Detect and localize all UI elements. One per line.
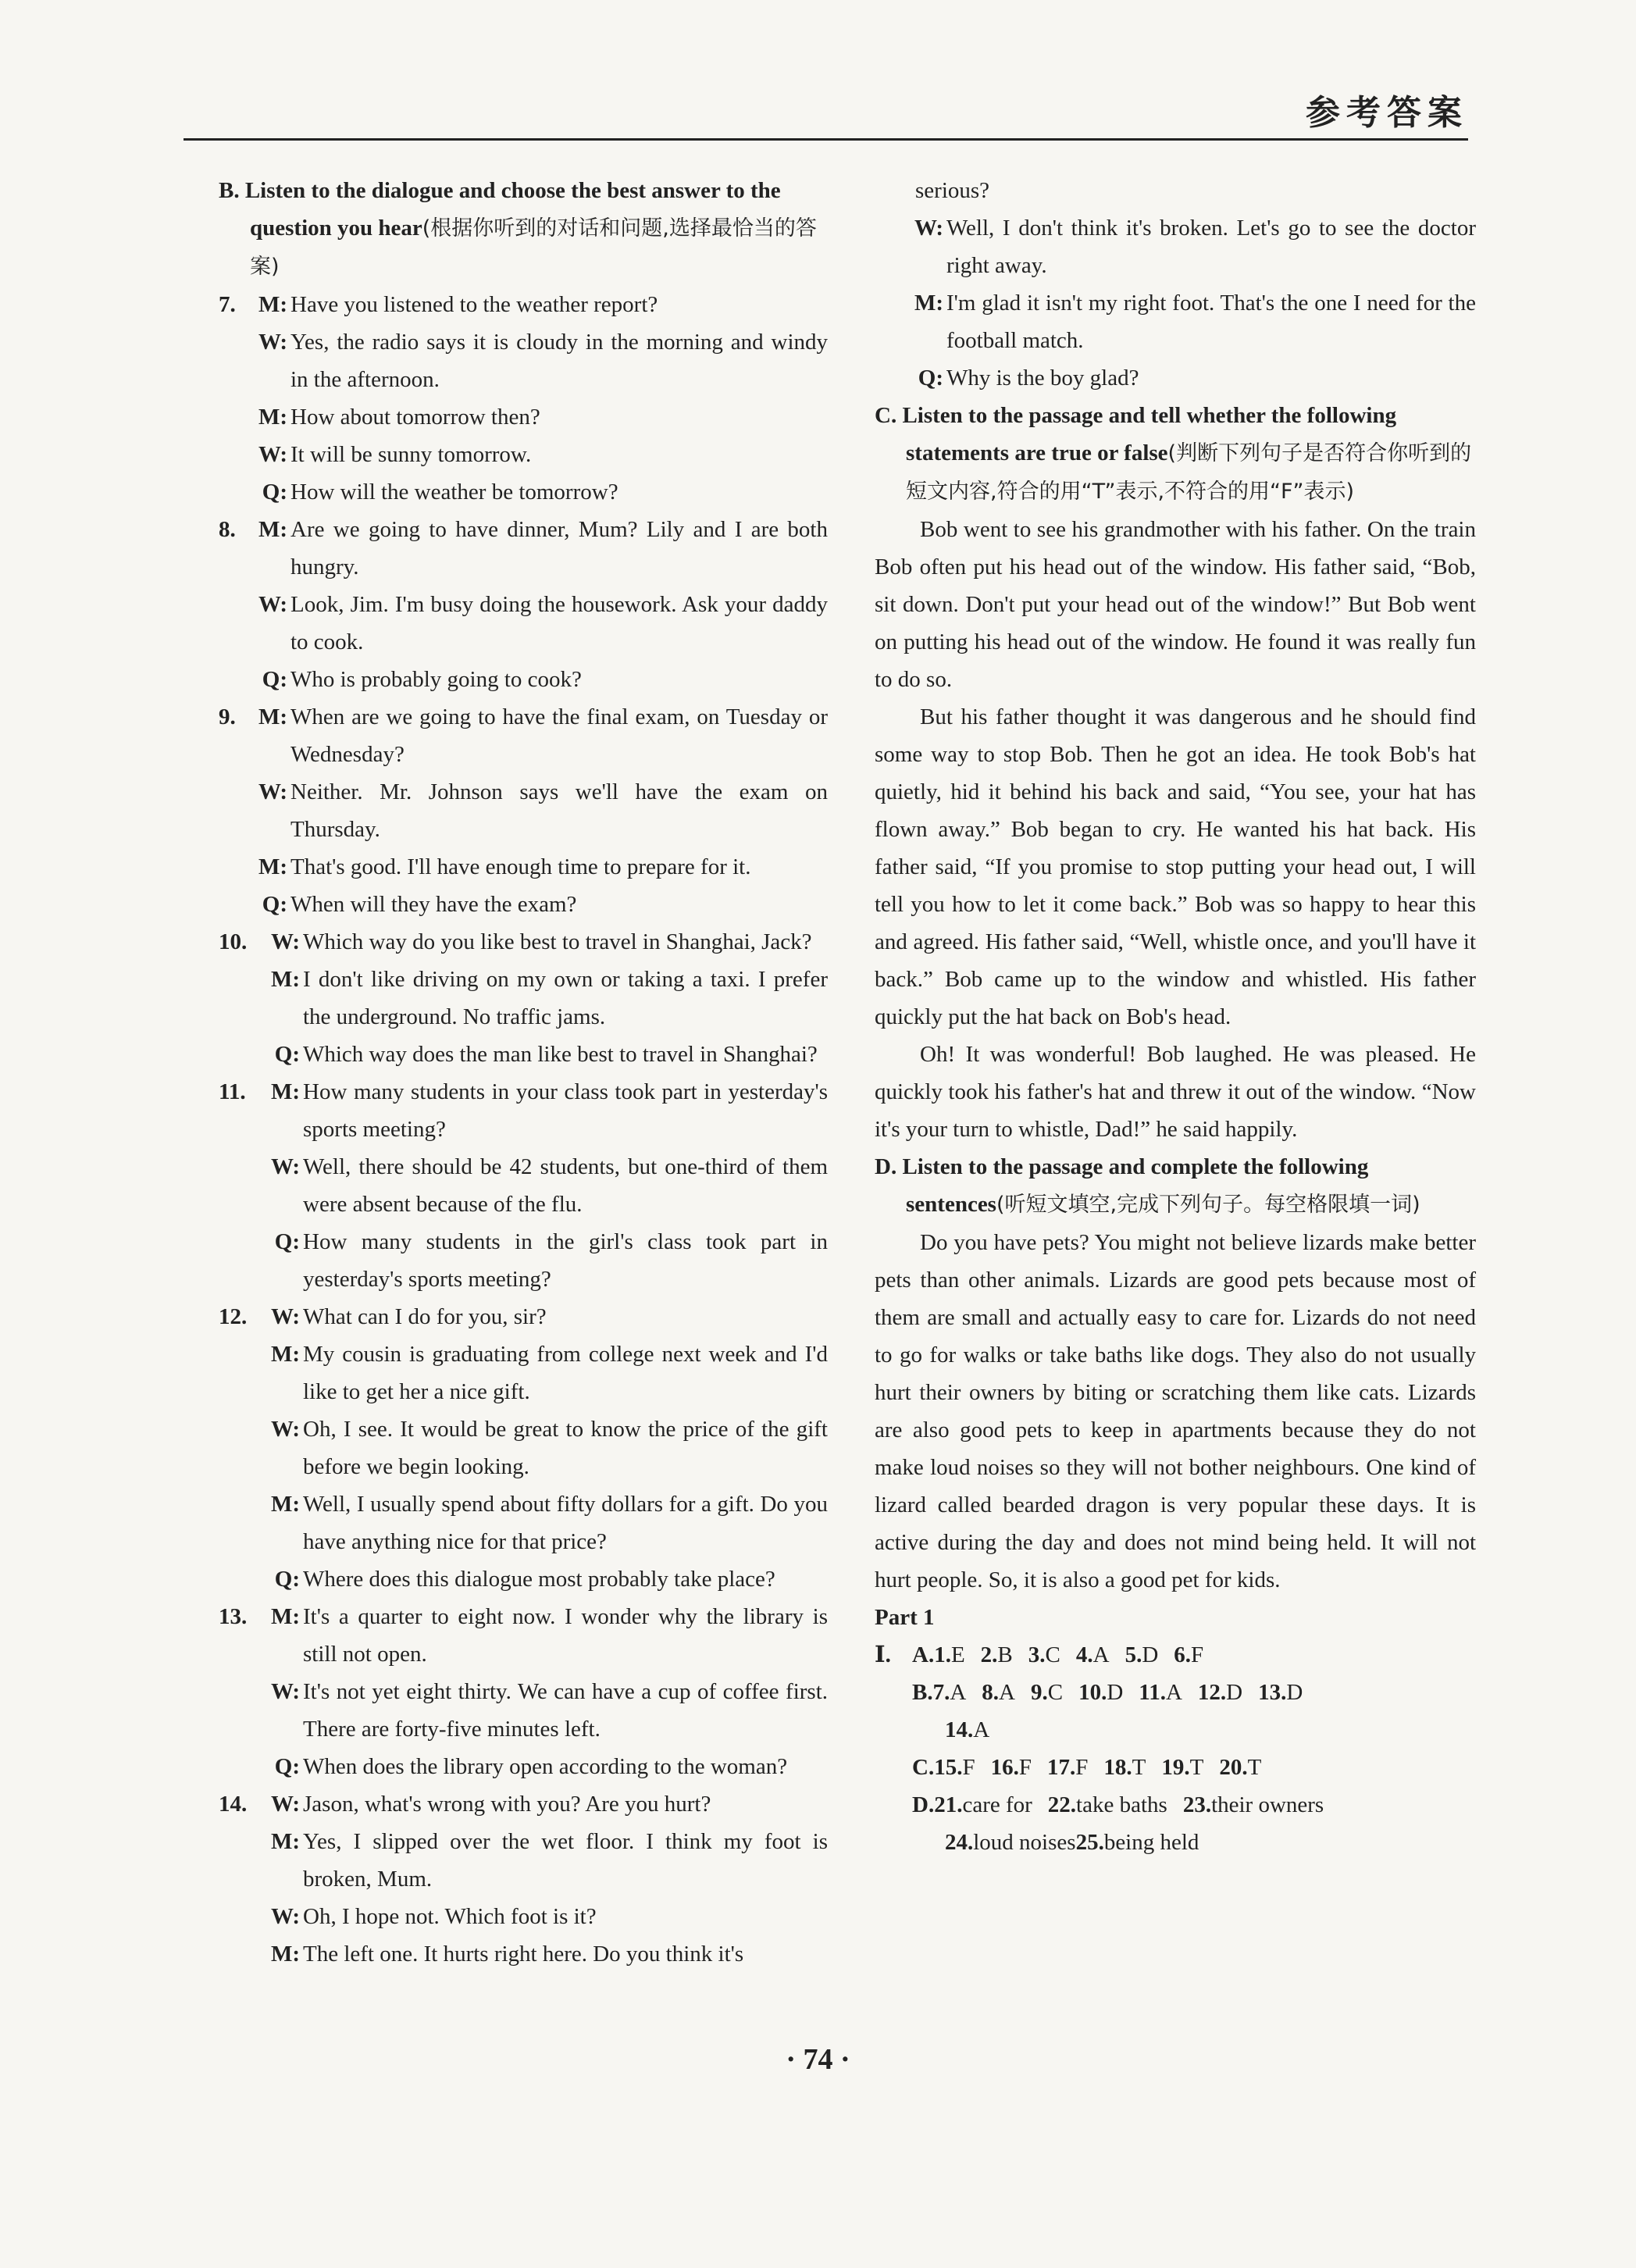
dialogue-text: When are we going to have the final exam, on Tuesday or Wednesday? bbox=[290, 704, 828, 767]
speaker-label: Q: bbox=[274, 1229, 300, 1254]
answer-value: T bbox=[1132, 1755, 1146, 1780]
dialogue-text: What can I do for you, sir? bbox=[303, 1304, 547, 1329]
answer-body bbox=[912, 1786, 1339, 1824]
section-c-title: C. Listen to the passage and tell whether the following statements are true or false bbox=[875, 403, 1397, 465]
answers-part-label: Part 1 bbox=[875, 1605, 935, 1630]
header-title: 参考答案 bbox=[1306, 93, 1468, 133]
answer-value: D bbox=[1226, 1680, 1243, 1705]
dialogue-text: Look, Jim. I'm busy doing the housework. Ask your daddy to cook. bbox=[290, 592, 828, 654]
dialogue-text: The left one. It hurts right here. Do you think it's bbox=[303, 1942, 744, 1967]
answer-number: 5. bbox=[1125, 1642, 1142, 1667]
answer-item bbox=[1139, 1680, 1182, 1705]
dialogue-list-right bbox=[875, 172, 1476, 397]
answer-number: 9. bbox=[1031, 1680, 1048, 1705]
speaker-label: Q: bbox=[262, 480, 287, 505]
answer-value: F bbox=[1018, 1755, 1032, 1780]
answer-value: C bbox=[1047, 1680, 1064, 1705]
dialogue-line bbox=[219, 1598, 828, 1673]
answer-item bbox=[1174, 1642, 1203, 1667]
answer-value: their owners bbox=[1211, 1792, 1324, 1817]
dialogue-text: How many students in your class took part in yesterday's sports meeting? bbox=[303, 1079, 828, 1142]
question-number: 10. bbox=[219, 929, 248, 954]
answer-item bbox=[991, 1755, 1032, 1780]
answer-value: being held bbox=[1103, 1830, 1199, 1855]
page-header bbox=[184, 78, 1468, 141]
question-number: 12. bbox=[219, 1304, 248, 1329]
dialogue-line bbox=[219, 1036, 828, 1073]
section-b-heading bbox=[219, 172, 828, 286]
speaker-label: Q: bbox=[274, 1567, 300, 1592]
dialogue-line bbox=[219, 1410, 828, 1485]
speaker-label: Q: bbox=[918, 366, 943, 390]
dialogue-text: Oh, I see. It would be great to know the price of the gift before we begin looking. bbox=[303, 1417, 828, 1479]
section-c-heading bbox=[875, 397, 1476, 511]
dialogue-text: Yes, I slipped over the wet floor. I think my foot is broken, Mum. bbox=[303, 1829, 828, 1892]
answer-number: 24. bbox=[945, 1830, 974, 1855]
answer-item bbox=[1048, 1792, 1167, 1817]
dialogue-line bbox=[219, 1898, 828, 1935]
answer-value: F bbox=[962, 1755, 975, 1780]
question-number: 14. bbox=[219, 1792, 248, 1817]
speaker-label: M: bbox=[258, 704, 287, 729]
header-rule bbox=[184, 138, 1468, 141]
answer-item bbox=[1031, 1680, 1063, 1705]
dialogue-text: My cousin is graduating from college next week and I'd like to get her a nice gift. bbox=[303, 1342, 828, 1404]
speaker-label: M: bbox=[258, 405, 287, 430]
dialogue-text: I'm glad it isn't my right foot. That's the one I need for the football match. bbox=[946, 291, 1476, 353]
dialogue-line bbox=[219, 923, 828, 961]
answer-number: 11. bbox=[1139, 1680, 1166, 1705]
speaker-label: M: bbox=[270, 1942, 300, 1967]
dialogue-line bbox=[875, 284, 1476, 359]
answer-number: 20. bbox=[1219, 1755, 1248, 1780]
answer-value: A bbox=[950, 1680, 967, 1705]
dialogue-line bbox=[219, 848, 828, 886]
passage-d-paragraph: Do you have pets? You might not believe lizards make better pets than other animals. Lizards are good pets because most of them are small and actually easy to care for. Lizards do not need to go for walks or take baths like dogs. They also do not usually hurt their owners by biting or scratching them like cats. Lizards are also good pets to keep in apartments because they do not make loud noises so they will not bother neighbours. One kind of lizard called bearded dragon is very popular these days. It is active during the day and does not mind being held. It will not hurt people. So, it is also a good pet for kids. bbox=[875, 1230, 1476, 1592]
answer-number: 7. bbox=[932, 1680, 950, 1705]
dialogue-line bbox=[219, 961, 828, 1036]
dialogue-line bbox=[219, 1335, 828, 1410]
question-number: 8. bbox=[219, 517, 236, 542]
answer-number: 23. bbox=[1182, 1792, 1212, 1817]
dialogue-text: Have you listened to the weather report? bbox=[290, 292, 658, 317]
question-number: 9. bbox=[219, 704, 236, 729]
answer-row bbox=[875, 1636, 1476, 1674]
answer-item bbox=[1047, 1755, 1088, 1780]
dialogue-list-left bbox=[219, 286, 828, 1973]
answer-key bbox=[875, 1636, 1476, 1861]
answer-number: 15. bbox=[934, 1755, 963, 1780]
speaker-label: M: bbox=[270, 1492, 300, 1517]
answer-number: 10. bbox=[1078, 1680, 1107, 1705]
dialogue-line bbox=[219, 1673, 828, 1748]
dialogue-line bbox=[219, 1073, 828, 1148]
speaker-label: W: bbox=[270, 1792, 300, 1817]
answer-number: 19. bbox=[1161, 1755, 1190, 1780]
speaker-label: Q: bbox=[274, 1754, 300, 1779]
answer-number: 4. bbox=[1075, 1642, 1093, 1667]
speaker-label: M: bbox=[270, 1079, 300, 1104]
answer-row bbox=[875, 1786, 1476, 1824]
answer-value: D bbox=[1142, 1642, 1159, 1667]
dialogue-text: Well, there should be 42 students, but one-third of them were absent because of the flu. bbox=[303, 1154, 828, 1217]
answer-section-label: B. bbox=[912, 1680, 933, 1705]
dialogue-text: Jason, what's wrong with you? Are you hurt? bbox=[303, 1792, 711, 1817]
answer-roman bbox=[875, 1786, 912, 1824]
dialogue-line bbox=[219, 1148, 828, 1223]
dialogue-line bbox=[219, 436, 828, 473]
dialogue-text: Who is probably going to cook? bbox=[290, 667, 582, 692]
section-d-title-zh: (听短文填空,完成下列句子。每空格限填一词) bbox=[996, 1193, 1420, 1217]
page-number: · 74 · bbox=[786, 2043, 850, 2076]
answer-item bbox=[934, 1792, 1032, 1817]
answer-item bbox=[981, 1642, 1013, 1667]
dialogue-text: When will they have the exam? bbox=[290, 892, 577, 917]
answer-number: 22. bbox=[1047, 1792, 1077, 1817]
question-number: 7. bbox=[219, 292, 236, 317]
dialogue-text: Are we going to have dinner, Mum? Lily and I are both hungry. bbox=[290, 517, 828, 579]
dialogue-line bbox=[219, 1748, 828, 1785]
answer-section-label: C. bbox=[912, 1755, 935, 1780]
answer-value: F bbox=[1075, 1755, 1089, 1780]
dialogue-text: When does the library open according to the woman? bbox=[303, 1754, 788, 1779]
answer-row-continued bbox=[875, 1824, 1476, 1861]
answer-value: care for bbox=[962, 1792, 1032, 1817]
answer-value: T bbox=[1247, 1755, 1262, 1780]
answer-number: 17. bbox=[1046, 1755, 1076, 1780]
answer-number: 18. bbox=[1103, 1755, 1132, 1780]
answer-item bbox=[1103, 1755, 1146, 1780]
answer-item bbox=[1078, 1680, 1123, 1705]
dialogue-line bbox=[219, 1223, 828, 1298]
dialogue-text: Well, I don't think it's broken. Let's go to see the doctor right away. bbox=[946, 216, 1476, 278]
dialogue-text: Why is the boy glad? bbox=[946, 366, 1139, 390]
answer-roman bbox=[875, 1674, 912, 1711]
section-b-title-zh: (根据你听到的对话和问题,选择最恰当的答案) bbox=[250, 216, 817, 279]
answer-number: 21. bbox=[934, 1792, 963, 1817]
left-column bbox=[219, 172, 828, 1973]
answer-item bbox=[1076, 1642, 1110, 1667]
speaker-label: W: bbox=[258, 442, 287, 467]
dialogue-line bbox=[219, 1935, 828, 1973]
dialogue-text: I don't like driving on my own or taking a taxi. I prefer the underground. No traffic jams. bbox=[303, 967, 828, 1029]
dialogue-text: How many students in the girl's class took part in yesterday's sports meeting? bbox=[303, 1229, 828, 1292]
speaker-label: M: bbox=[258, 517, 287, 542]
dialogue-line bbox=[875, 172, 1476, 209]
answer-value: T bbox=[1189, 1755, 1204, 1780]
dialogue-line bbox=[219, 1485, 828, 1560]
dialogue-text: serious? bbox=[915, 178, 990, 203]
answer-number: 16. bbox=[990, 1755, 1019, 1780]
answer-value: D bbox=[1107, 1680, 1124, 1705]
answer-item bbox=[934, 1642, 964, 1667]
answer-body bbox=[912, 1674, 1318, 1711]
answer-item bbox=[1219, 1755, 1261, 1780]
answer-number: 6. bbox=[1174, 1642, 1192, 1667]
answer-value: E bbox=[950, 1642, 965, 1667]
answer-value: F bbox=[1191, 1642, 1204, 1667]
answer-body bbox=[912, 1636, 1219, 1674]
answer-item bbox=[1076, 1830, 1199, 1855]
answer-item bbox=[1028, 1642, 1060, 1667]
passage-c-paragraph: Oh! It was wonderful! Bob laughed. He was pleased. He quickly took his father's hat and threw it out of the window. “Now it's your turn to whistle, Dad!” he said happily. bbox=[875, 1042, 1476, 1142]
answer-value: A bbox=[973, 1717, 990, 1742]
speaker-label: W: bbox=[270, 1154, 300, 1179]
answer-item bbox=[945, 1717, 989, 1742]
answer-row bbox=[875, 1674, 1476, 1711]
dialogue-line bbox=[219, 773, 828, 848]
speaker-label: M: bbox=[914, 291, 943, 316]
speaker-label: Q: bbox=[274, 1042, 300, 1067]
answer-value: D bbox=[1286, 1680, 1303, 1705]
answer-item bbox=[1258, 1680, 1303, 1705]
dialogue-text: Yes, the radio says it is cloudy in the morning and windy in the afternoon. bbox=[290, 330, 828, 392]
dialogue-line bbox=[219, 1560, 828, 1598]
dialogue-line bbox=[875, 209, 1476, 284]
dialogue-text: Which way do you like best to travel in Shanghai, Jack? bbox=[303, 929, 812, 954]
dialogue-line bbox=[219, 1298, 828, 1335]
question-number: 13. bbox=[219, 1604, 248, 1629]
answer-number: 14. bbox=[945, 1717, 974, 1742]
answer-number: 12. bbox=[1197, 1680, 1227, 1705]
answer-item bbox=[934, 1755, 975, 1780]
passage-c-paragraph: Bob went to see his grandmother with his father. On the train Bob often put his head out of the window. His father said, “Bob, sit down. Don't put your head out of the window!” But Bob went on putting his head out of the window. He found it was really fun to do so. bbox=[875, 517, 1476, 692]
answer-value: B bbox=[997, 1642, 1013, 1667]
speaker-label: W: bbox=[270, 929, 300, 954]
answer-item bbox=[945, 1830, 1076, 1855]
answer-roman: Ⅰ. bbox=[875, 1642, 891, 1667]
speaker-label: M: bbox=[270, 1829, 300, 1854]
dialogue-text: It's not yet eight thirty. We can have a cup of coffee first. There are forty-five minutes left. bbox=[303, 1679, 828, 1742]
section-b-title: B. Listen to the dialogue and choose the best answer to the question you hear bbox=[219, 178, 781, 241]
speaker-label: W: bbox=[258, 330, 287, 355]
section-d-title: D. Listen to the passage and complete the following sentences bbox=[875, 1154, 1369, 1217]
dialogue-text: Oh, I hope not. Which foot is it? bbox=[303, 1904, 597, 1929]
dialogue-text: It's a quarter to eight now. I wonder why the library is still not open. bbox=[303, 1604, 828, 1667]
answer-section-label: D. bbox=[912, 1792, 935, 1817]
dialogue-text: Neither. Mr. Johnson says we'll have the exam on Thursday. bbox=[290, 779, 828, 842]
dialogue-line bbox=[219, 586, 828, 661]
answer-item bbox=[1125, 1642, 1159, 1667]
answer-item bbox=[1161, 1755, 1203, 1780]
answer-number: 13. bbox=[1258, 1680, 1287, 1705]
answer-number: 1. bbox=[934, 1642, 951, 1667]
answer-body bbox=[912, 1749, 1277, 1786]
dialogue-text: Where does this dialogue most probably take place? bbox=[303, 1567, 775, 1592]
answer-section-label: A. bbox=[912, 1642, 935, 1667]
dialogue-text: That's good. I'll have enough time to prepare for it. bbox=[290, 854, 751, 879]
speaker-label: Q: bbox=[262, 667, 287, 692]
speaker-label: W: bbox=[270, 1304, 300, 1329]
answer-value: A bbox=[1165, 1680, 1182, 1705]
answer-item bbox=[1183, 1792, 1324, 1817]
section-d-heading bbox=[875, 1148, 1476, 1224]
speaker-label: M: bbox=[270, 967, 300, 992]
speaker-label: Q: bbox=[262, 892, 287, 917]
dialogue-text: How will the weather be tomorrow? bbox=[290, 480, 618, 505]
answer-value: A bbox=[999, 1680, 1015, 1705]
speaker-label: M: bbox=[270, 1342, 300, 1367]
speaker-label: W: bbox=[258, 592, 287, 617]
dialogue-text: Well, I usually spend about fifty dollars for a gift. Do you have anything nice for that price? bbox=[303, 1492, 828, 1554]
answer-number: 8. bbox=[982, 1680, 1000, 1705]
dialogue-text: It will be sunny tomorrow. bbox=[290, 442, 532, 467]
answer-value: A bbox=[1092, 1642, 1110, 1667]
speaker-label: W: bbox=[914, 216, 943, 241]
dialogue-line bbox=[219, 511, 828, 586]
dialogue-line bbox=[875, 359, 1476, 397]
section-c-title-zh: (判断下列句子是否符合你听到的短文内容,符合的用“T”表示,不符合的用“F”表示) bbox=[906, 441, 1472, 504]
dialogue-line bbox=[219, 661, 828, 698]
answer-value: loud noises bbox=[973, 1830, 1076, 1855]
speaker-label: M: bbox=[258, 292, 287, 317]
answer-value: take baths bbox=[1076, 1792, 1167, 1817]
answer-number: 3. bbox=[1028, 1642, 1046, 1667]
speaker-label: M: bbox=[270, 1604, 300, 1629]
answer-number: 2. bbox=[980, 1642, 998, 1667]
answer-value: C bbox=[1045, 1642, 1060, 1667]
dialogue-line bbox=[219, 886, 828, 923]
speaker-label: W: bbox=[270, 1679, 300, 1704]
dialogue-text: How about tomorrow then? bbox=[290, 405, 540, 430]
right-column bbox=[875, 172, 1476, 1861]
dialogue-line bbox=[219, 473, 828, 511]
speaker-label: W: bbox=[258, 779, 287, 804]
answer-row bbox=[875, 1749, 1476, 1786]
dialogue-line bbox=[219, 286, 828, 323]
speaker-label: W: bbox=[270, 1417, 300, 1442]
dialogue-line bbox=[219, 1785, 828, 1823]
answer-roman bbox=[875, 1749, 912, 1786]
speaker-label: W: bbox=[270, 1904, 300, 1929]
answer-number: 25. bbox=[1075, 1830, 1104, 1855]
answer-row-continued bbox=[875, 1711, 1476, 1749]
speaker-label: M: bbox=[258, 854, 287, 879]
answer-item bbox=[1198, 1680, 1242, 1705]
question-number: 11. bbox=[219, 1079, 246, 1104]
dialogue-line bbox=[219, 1823, 828, 1898]
dialogue-line bbox=[219, 398, 828, 436]
dialogue-line bbox=[219, 323, 828, 398]
dialogue-text: Which way does the man like best to travel in Shanghai? bbox=[303, 1042, 818, 1067]
answer-item bbox=[933, 1680, 967, 1705]
passage-c-paragraph: But his father thought it was dangerous and he should find some way to stop Bob. Then he got an idea. He took Bob's hat quietly, hid it behind his back and said, “You see, your hat has flown away.” Bob began to cry. He wanted his hat back. His father said, “If you promise to stop putting your head out, I will tell you how to let it come back.” Bob was so happy to hear this and agreed. His father said, “Well, whistle once, and you'll have it back.” Bob came up to the window and whistled. His father quickly put the hat back on Bob's head. bbox=[875, 704, 1476, 1029]
answer-item bbox=[982, 1680, 1015, 1705]
dialogue-line bbox=[219, 698, 828, 773]
